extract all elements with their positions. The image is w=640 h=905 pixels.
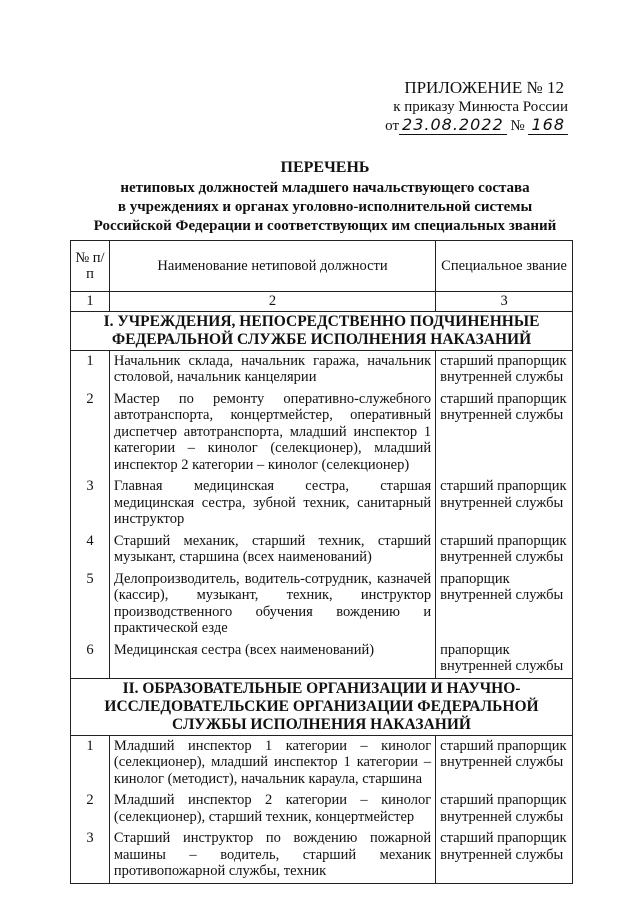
order-number: 168 bbox=[528, 115, 568, 135]
heading-line: в учреждениях и органах уголовно-исполнительной системы bbox=[117, 199, 533, 215]
column-index-row bbox=[71, 292, 573, 312]
row-number: 3 bbox=[71, 828, 110, 883]
appendix-title: ПРИЛОЖЕНИЕ № 12 bbox=[404, 78, 564, 97]
row-number: 6 bbox=[71, 640, 110, 679]
section-2 bbox=[71, 678, 573, 735]
column-index: 3 bbox=[436, 292, 573, 312]
document-heading bbox=[70, 158, 580, 236]
table-row bbox=[71, 790, 573, 828]
table-row bbox=[71, 569, 573, 640]
table-row bbox=[71, 389, 573, 477]
column-index: 1 bbox=[71, 292, 110, 312]
table-row bbox=[71, 476, 573, 531]
header-number: № п/п bbox=[71, 241, 110, 292]
row-rank: старший прапорщик внутренней службы bbox=[436, 828, 573, 883]
table-row bbox=[71, 828, 573, 883]
row-rank: старший прапорщик внутренней службы bbox=[436, 790, 573, 828]
row-number: 4 bbox=[71, 531, 110, 569]
row-rank: старший прапорщик внутренней службы bbox=[436, 735, 573, 790]
number-prefix: № bbox=[510, 118, 525, 134]
header-position: Наименование нетиповой должности bbox=[109, 241, 435, 292]
section-title: I. УЧРЕЖДЕНИЯ, НЕПОСРЕДСТВЕННО ПОДЧИНЕННЫЕ ФЕДЕРАЛЬНОЙ СЛУЖБЕ ИСПОЛНЕНИЯ НАКАЗАНИЙ bbox=[71, 311, 573, 350]
row-position: Младший инспектор 1 категории – кинолог (селекционер), младший инспектор 1 категории – кинолог (методист), начальник караула, старшина bbox=[109, 735, 435, 790]
row-position: Младший инспектор 2 категории – кинолог (селекционер), старший техник, концертмейстер bbox=[109, 790, 435, 828]
appendix-block bbox=[360, 78, 568, 135]
heading-line: Российской Федерации и соответствующих им специальных званий bbox=[93, 218, 557, 234]
section-header-row bbox=[71, 311, 573, 350]
section-2-rows bbox=[71, 735, 573, 883]
row-position: Старший инструктор по вождению пожарной машины – водитель, старший механик противопожарной службы, техник bbox=[109, 828, 435, 883]
row-number: 1 bbox=[71, 735, 110, 790]
row-number: 3 bbox=[71, 476, 110, 531]
row-rank: прапорщик внутренней службы bbox=[436, 569, 573, 640]
row-rank: старший прапорщик внутренней службы bbox=[436, 389, 573, 477]
row-number: 2 bbox=[71, 790, 110, 828]
row-rank: старший прапорщик внутренней службы bbox=[436, 476, 573, 531]
table-row bbox=[71, 640, 573, 679]
table-row bbox=[71, 735, 573, 790]
order-date: 23.08.2022 bbox=[399, 115, 507, 135]
row-rank: прапорщик внутренней службы bbox=[436, 640, 573, 679]
document-title: ПЕРЕЧЕНЬ bbox=[280, 159, 370, 176]
section-header-row bbox=[71, 678, 573, 735]
table-header-row bbox=[71, 241, 573, 292]
table-row bbox=[71, 350, 573, 389]
date-prefix: от bbox=[385, 118, 400, 134]
section-1 bbox=[71, 311, 573, 350]
row-rank: старший прапорщик внутренней службы bbox=[436, 531, 573, 569]
section-title: II. ОБРАЗОВАТЕЛЬНЫЕ ОРГАНИЗАЦИИ И НАУЧНО-ИССЛЕДОВАТЕЛЬСКИЕ ОРГАНИЗАЦИИ ФЕДЕРАЛЬНОЙ СЛУЖБЫ ИСПОЛНЕНИЯ НАКАЗАНИЙ bbox=[71, 678, 573, 735]
row-position: Делопроизводитель, водитель-сотрудник, казначей (кассир), музыкант, техник, инструктор производственного обучения вождению и практической езде bbox=[109, 569, 435, 640]
row-number: 1 bbox=[71, 350, 110, 389]
row-position: Мастер по ремонту оперативно-служебного автотранспорта, концертмейстер, оперативный диспетчер автотранспорта, младший инспектор 1 категории – кинолог (селекционер), младший инспектор 2 категории – кинолог (селекционер) bbox=[109, 389, 435, 477]
heading-line: нетиповых должностей младшего начальствующего состава bbox=[120, 180, 530, 196]
row-position: Начальник склада, начальник гаража, начальник столовой, начальник канцелярии bbox=[109, 350, 435, 389]
row-position: Медицинская сестра (всех наименований) bbox=[109, 640, 435, 679]
row-number: 2 bbox=[71, 389, 110, 477]
table-row bbox=[71, 531, 573, 569]
row-position: Старший механик, старший техник, старший музыкант, старшина (всех наименований) bbox=[109, 531, 435, 569]
section-1-rows bbox=[71, 350, 573, 678]
appendix-date-line bbox=[360, 116, 568, 135]
header-rank: Специальное звание bbox=[436, 241, 573, 292]
column-index: 2 bbox=[109, 292, 435, 312]
row-rank: старший прапорщик внутренней службы bbox=[436, 350, 573, 389]
row-position: Главная медицинская сестра, старшая медицинская сестра, зубной техник, санитарный инструктор bbox=[109, 476, 435, 531]
appendix-order-line: к приказу Минюста России bbox=[393, 99, 568, 115]
positions-table bbox=[70, 240, 573, 884]
row-number: 5 bbox=[71, 569, 110, 640]
